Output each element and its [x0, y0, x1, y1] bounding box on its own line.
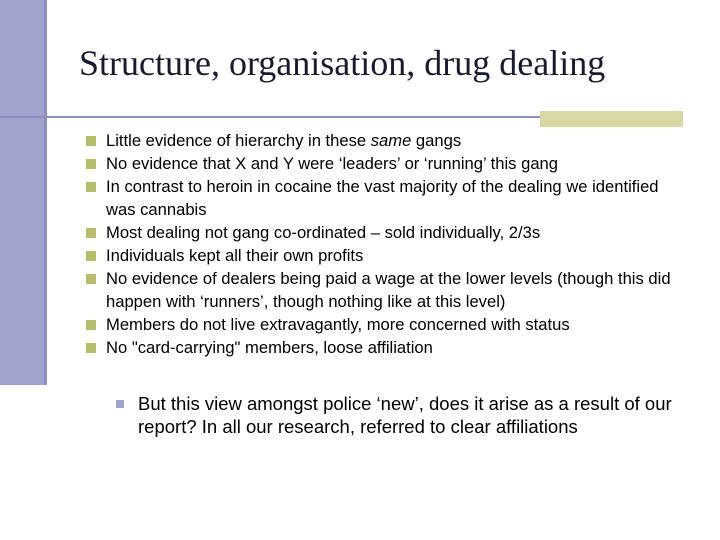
square-bullet-icon [86, 228, 96, 238]
left-accent-line [44, 0, 47, 385]
square-bullet-icon [86, 251, 96, 261]
bullet-text: No evidence that X and Y were ‘leaders’ or ‘running’ this gang [106, 154, 559, 173]
bullet-text: gangs [411, 131, 462, 150]
square-bullet-icon [86, 343, 96, 353]
square-bullet-icon [86, 136, 96, 146]
square-bullet-icon [86, 320, 96, 330]
bullet-item [86, 221, 686, 244]
sub-bullet-item [116, 392, 696, 438]
bullet-text: Individuals kept all their own profits [106, 246, 364, 265]
bullet-item [86, 336, 686, 359]
bullet-item [86, 244, 686, 267]
square-bullet-icon [116, 400, 124, 408]
sub-bullet-text: But this view amongst police ‘new’, does it arise as a result of our report? In all our research, referred to clear affiliations [138, 393, 672, 437]
bullet-text: Members do not live extravagantly, more concerned with status [106, 315, 570, 334]
bullet-text: Little evidence of hierarchy in these [106, 131, 371, 150]
bullet-item [86, 175, 686, 221]
bullet-text: No evidence of dealers being paid a wage at the lower levels (though this did happen with ‘runners’, though nothing like at this level) [106, 269, 671, 311]
bullet-item [86, 313, 686, 336]
square-bullet-icon [86, 274, 96, 284]
bullet-text: No "card-carrying" members, loose affiliation [106, 338, 433, 357]
bullet-item [86, 152, 686, 175]
bullet-item [86, 129, 686, 152]
left-accent-bar [0, 0, 47, 385]
bullet-text: In contrast to heroin in cocaine the vast majority of the dealing we identified was cannabis [106, 177, 659, 219]
bullet-list [86, 129, 686, 359]
square-bullet-icon [86, 159, 96, 169]
sub-bullet-list [116, 392, 696, 438]
square-bullet-icon [86, 182, 96, 192]
bullet-emphasis: same [370, 131, 412, 150]
bullet-item [86, 267, 686, 313]
bullet-text: Most dealing not gang co-ordinated – sold individually, 2/3s [106, 223, 541, 242]
title-divider [0, 116, 540, 118]
slide-title: Structure, organisation, drug dealing [79, 43, 606, 83]
title-divider-accent [540, 111, 683, 127]
